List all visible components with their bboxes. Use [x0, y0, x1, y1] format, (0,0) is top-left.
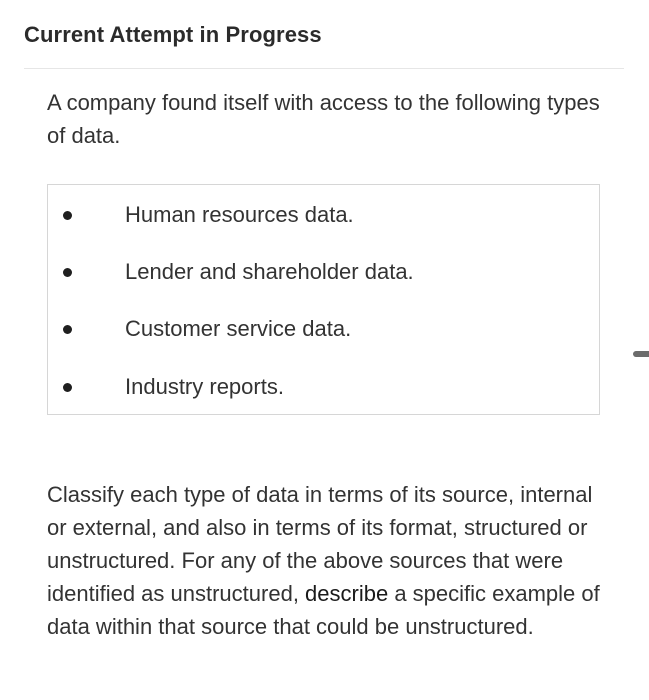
- question-instructions: [47, 478, 617, 643]
- data-type-label: Human resources data.: [125, 202, 354, 227]
- question-panel: [24, 0, 624, 700]
- bullet-icon: [63, 325, 72, 334]
- question-intro: A company found itself with access to the following types of data.: [47, 90, 600, 148]
- list-item: [48, 257, 599, 287]
- attempt-status-title: Current Attempt in Progress: [24, 22, 322, 47]
- data-type-label: Industry reports.: [125, 374, 284, 399]
- bullet-icon: [63, 383, 72, 392]
- data-type-label: Lender and shareholder data.: [125, 259, 414, 284]
- list-item: [48, 372, 599, 402]
- side-panel-handle-icon[interactable]: [633, 351, 649, 357]
- instructions-part-2: a specific example of data within that source that could be unstructured.: [47, 581, 600, 639]
- data-types-list: [47, 184, 600, 415]
- bullet-icon: [63, 268, 72, 277]
- attempt-header: [24, 0, 624, 69]
- list-item: [48, 314, 599, 344]
- list-item: [48, 200, 599, 230]
- instructions-keyword: describe: [305, 581, 389, 606]
- bullet-icon: [63, 211, 72, 220]
- instructions-part-1: Classify each type of data in terms of its source, internal or external, and also in terms of its format, structured or unstructured. For any of the above sources that were identified as unstructured,: [47, 482, 593, 606]
- data-type-label: Customer service data.: [125, 316, 352, 341]
